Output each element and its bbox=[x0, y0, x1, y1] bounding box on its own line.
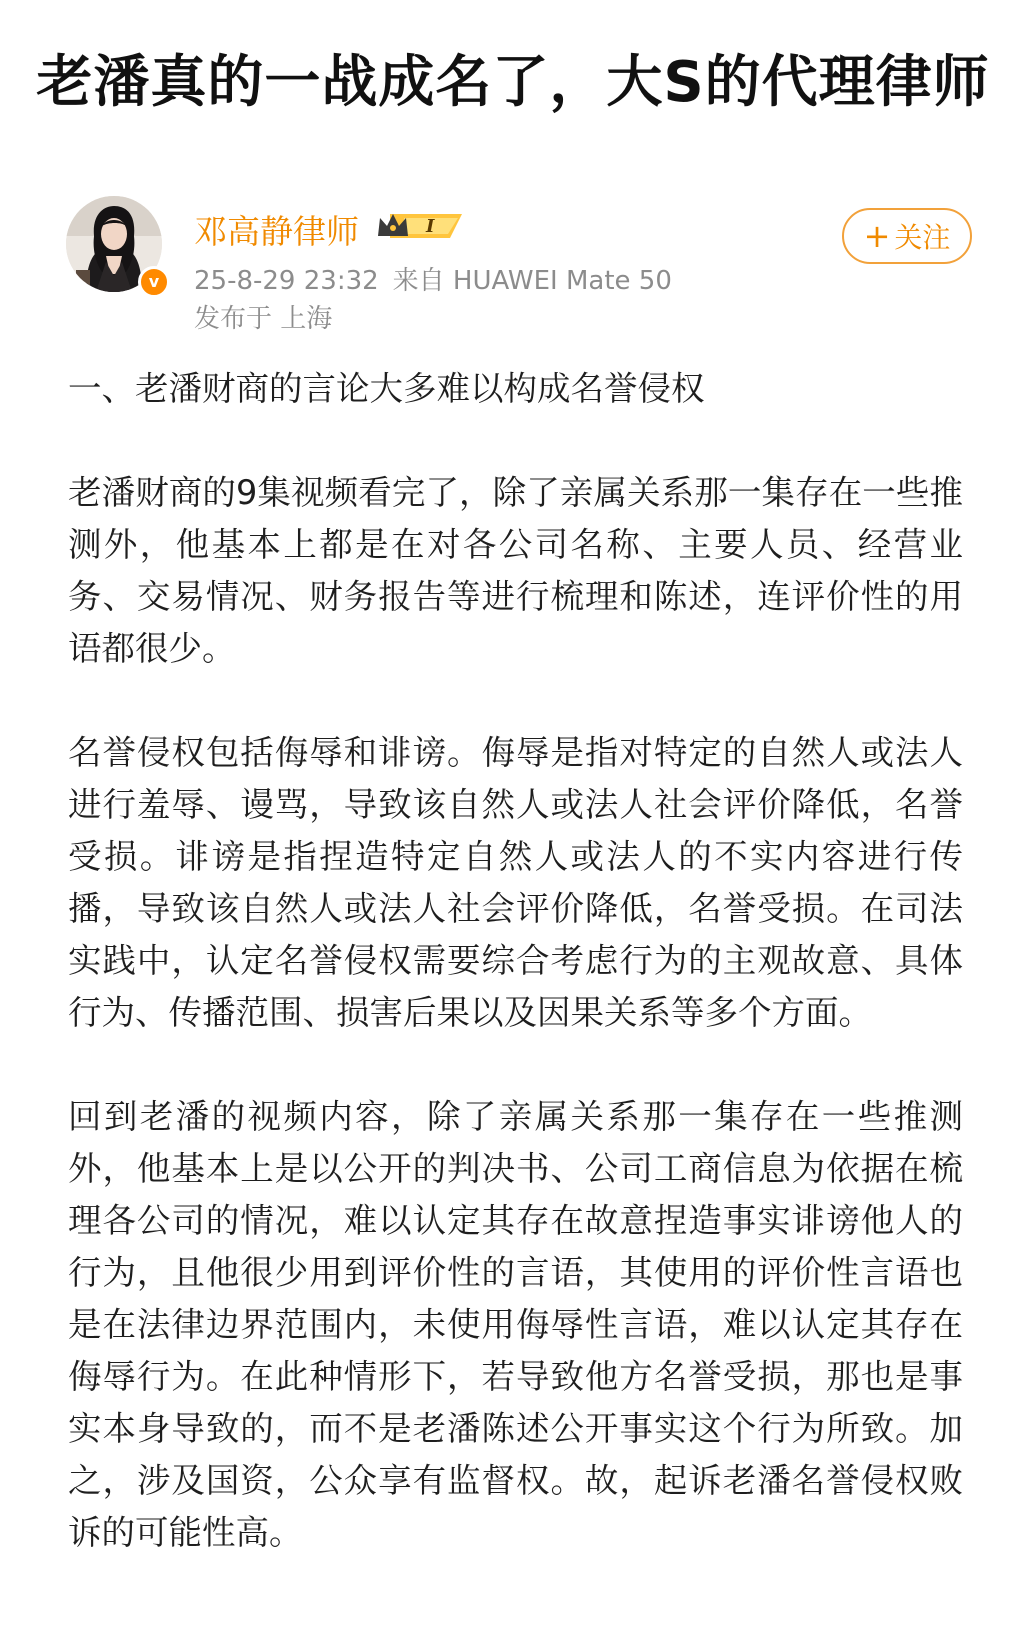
plus-icon: + bbox=[863, 217, 891, 255]
headline: 老潘真的一战成名了，大S的代理律师 bbox=[36, 50, 990, 115]
user-name[interactable]: 邓高静律师 bbox=[194, 212, 359, 251]
post-paragraph: 一、老潘财商的言论大多难以构成名誉侵权 bbox=[68, 369, 705, 408]
follow-button[interactable] bbox=[842, 208, 972, 264]
verified-badge-icon bbox=[138, 266, 170, 298]
post-paragraph: 回到老潘的视频内容，除了亲属关系那一集存在一些推测外，他基本上是以公开的判决书、公司工商信息为依据在梳理各公司的情况，难以认定其存在故意捏造事实诽谤他人的行为，且他很少用到评价性的言语，其使用的评价性言语也是在法律边界范围内，未使用侮辱性言语，难以认定其存在侮辱行为。在此种情形下，若导致他方名誉受损，那也是事实本身导致的，而不是老潘陈述公开事实这个行为所致。加之，涉及国资，公众享有监督权。故，起诉老潘名誉侵权败诉的可能性高。 bbox=[68, 1097, 963, 1552]
post-paragraph: 名誉侵权包括侮辱和诽谤。侮辱是指对特定的自然人或法人进行羞辱、谩骂，导致该自然人或法人社会评价降低，名誉受损。诽谤是指捏造特定自然人或法人的不实内容进行传播，导致该自然人或法人社会评价降低，名誉受损。在司法实践中，认定名誉侵权需要综合考虑行为的主观故意、具体行为、传播范围、损害后果以及因果关系等多个方面。 bbox=[68, 733, 963, 1032]
post-meta bbox=[194, 260, 672, 297]
crown-level-badge-icon bbox=[376, 210, 464, 242]
follow-label: 关注 bbox=[894, 221, 951, 254]
post-source: 来自 HUAWEI Mate 50 bbox=[392, 266, 672, 296]
post-timestamp: 25-8-29 23:32 bbox=[194, 266, 379, 296]
weibo-post bbox=[0, 160, 1026, 1652]
post-location: 发布于 上海 bbox=[194, 304, 333, 334]
post-paragraph: 老潘财商的9集视频看完了，除了亲属关系那一集存在一些推测外，他基本上都是在对各公司名称、主要人员、经营业务、交易情况、财务报告等进行梳理和陈述，连评价性的用语都很少。 bbox=[68, 473, 964, 668]
post-content bbox=[68, 363, 963, 1611]
level-badge-text: I bbox=[426, 216, 435, 237]
verified-mark: v bbox=[148, 272, 160, 291]
